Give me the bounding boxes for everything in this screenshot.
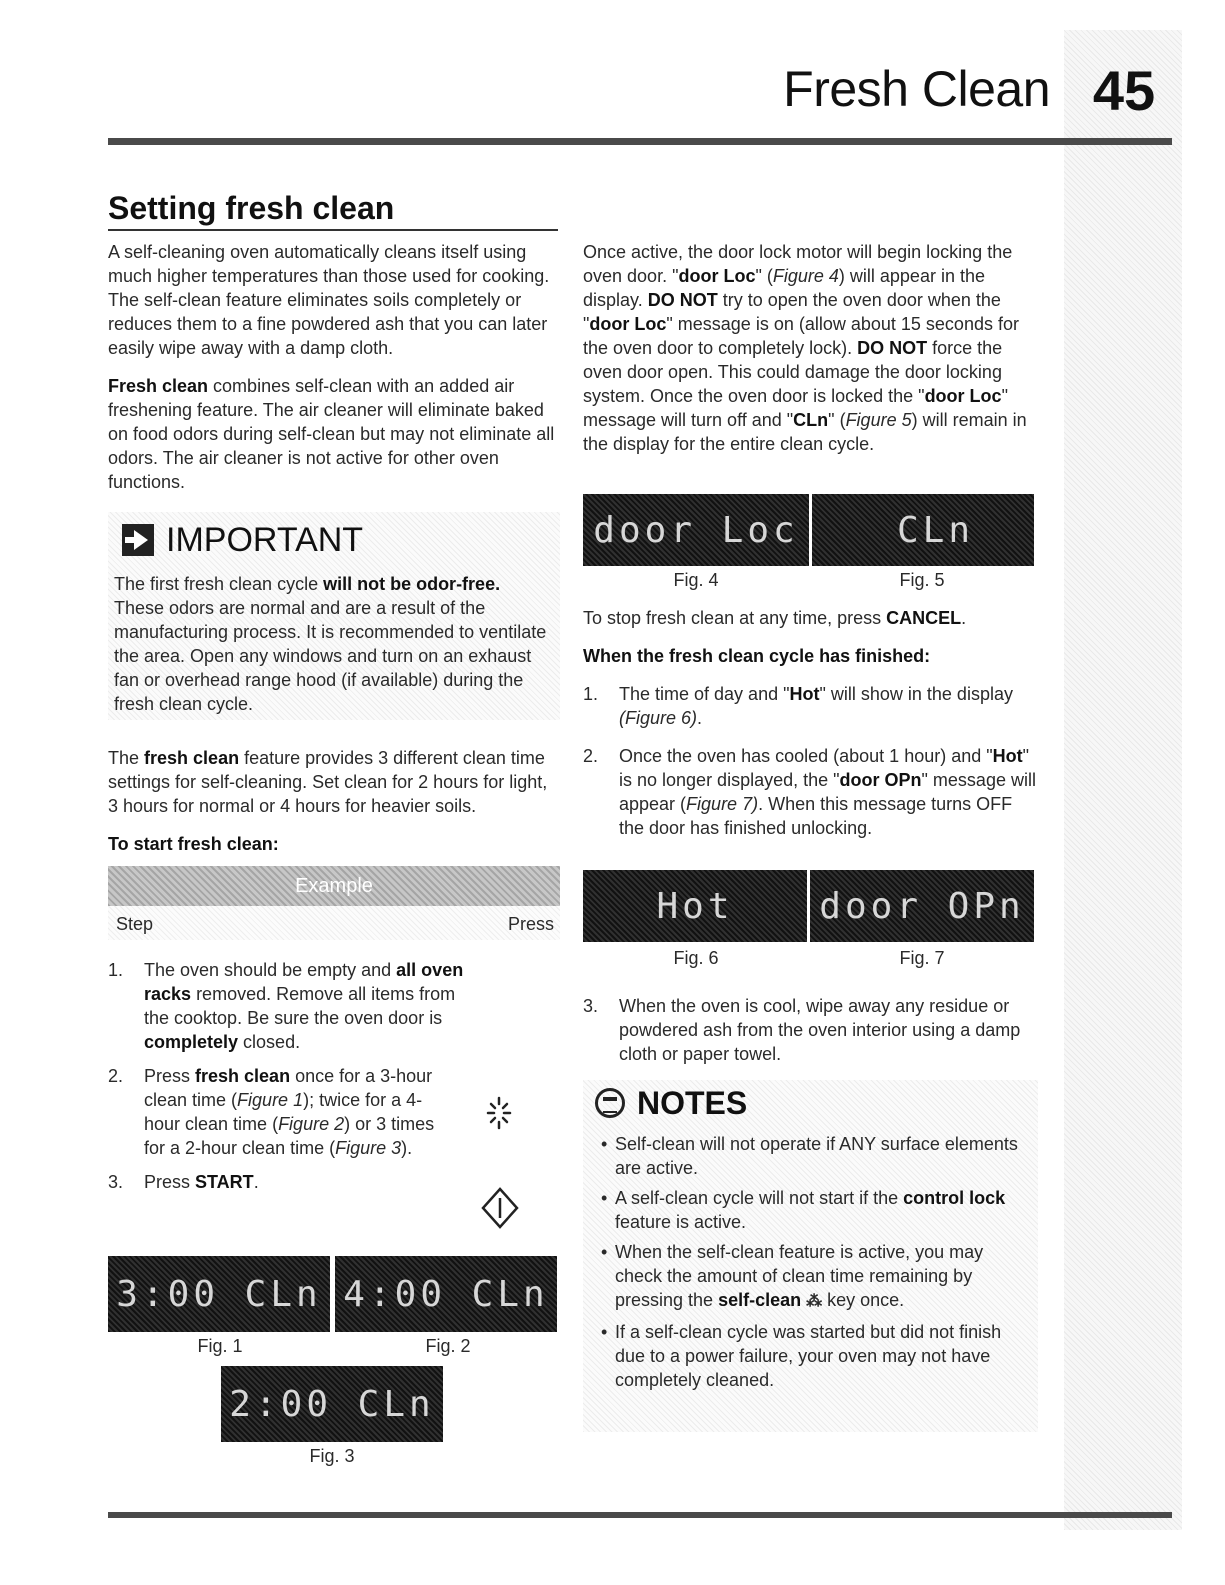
important-heading	[122, 521, 552, 559]
important-title: IMPORTANT	[166, 521, 364, 559]
section-title: Setting fresh clean	[108, 190, 558, 231]
t: try to open the oven door when the "	[583, 290, 1001, 334]
intro-paragraph: A self-cleaning oven automatically cleans itself using much higher temperatures than those used for cooking. The self-clean feature eliminates soils completely or reduces them to a fine powdered ash that you can later easily wipe away with a damp cloth.	[108, 242, 550, 358]
t: " (	[828, 410, 846, 430]
notes-icon	[595, 1088, 625, 1118]
step-column-label: Step	[116, 914, 154, 934]
t: Figure 7)	[686, 794, 759, 814]
lcd-display-fig1: 3:00 CLn	[108, 1256, 330, 1332]
step-2-h: Figure 3	[335, 1138, 402, 1158]
step-3-c: .	[253, 1172, 259, 1192]
finish-step-2	[583, 744, 1038, 840]
lcd-display-fig7: door OPn	[810, 870, 1034, 942]
page-header-title: Fresh Clean	[783, 61, 1050, 117]
bullet: •	[601, 1242, 608, 1262]
start-steps	[108, 958, 468, 1194]
step-1-a: The oven should be empty and	[144, 960, 397, 980]
notes-title: NOTES	[637, 1085, 748, 1121]
t: " will show in the display	[819, 684, 1013, 704]
fresh-clean-paragraph	[108, 374, 560, 494]
step-text: When the oven is cool, wipe away any residue or powdered ash from the oven interior using a damp cloth or paper towel.	[619, 996, 1021, 1064]
step-press-row	[108, 906, 560, 940]
lcd-display-fig2: 4:00 CLn	[335, 1256, 557, 1332]
press-column-label: Press	[507, 914, 554, 934]
t: .	[697, 708, 703, 728]
step-number: 1.	[108, 960, 124, 980]
t: key once.	[822, 1290, 905, 1310]
settings-text-a: The	[108, 748, 145, 768]
bullet: •	[601, 1188, 608, 1208]
important-text-bold: will not be odor-free.	[323, 574, 501, 594]
fig6-caption: Fig. 6	[673, 948, 719, 968]
sparkle-icon	[484, 1096, 514, 1130]
t: DO NOT	[857, 338, 928, 358]
step-2-e: ); twice for a 4-hour clean time (	[144, 1090, 423, 1134]
example-bar: Example	[108, 866, 560, 906]
step-2-a: Press	[144, 1066, 196, 1086]
note-text: If a self-clean cycle was started but did not finish due to a power failure, your oven may not have completely cleaned.	[615, 1322, 1002, 1390]
fresh-clean-term: Fresh clean	[108, 376, 209, 396]
arrow-icon	[122, 524, 154, 556]
t: DO NOT	[647, 290, 718, 310]
step-text	[144, 958, 468, 1054]
step-1-e: closed.	[238, 1032, 301, 1052]
important-text	[114, 572, 552, 716]
settings-paragraph	[108, 746, 560, 818]
step-text	[144, 1170, 259, 1194]
stop-text-a: To stop fresh clean at any time, press	[583, 608, 887, 628]
note-item	[601, 1186, 1024, 1234]
bullet: •	[601, 1134, 608, 1154]
t: control lock	[903, 1188, 1006, 1208]
t: door Loc	[589, 314, 667, 334]
t: door Loc	[678, 266, 756, 286]
t: " message is on (allow about 15 seconds for the oven door to completely lock).	[583, 314, 1019, 358]
step-3-b: START	[195, 1172, 254, 1192]
finish-step-1	[583, 682, 1038, 730]
fig4-caption: Fig. 4	[673, 570, 719, 590]
note-text: Self-clean will not operate if ANY surface elements are active.	[615, 1134, 1018, 1178]
page-number: 45	[1092, 59, 1156, 122]
step-3-a: Press	[144, 1172, 196, 1192]
t: (Figure 6)	[619, 708, 698, 728]
start-step-2	[108, 1064, 468, 1160]
t: door Loc	[924, 386, 1002, 406]
note-item	[601, 1320, 1024, 1392]
stop-paragraph	[583, 606, 1038, 630]
settings-text-b: feature provides 3 different clean time settings for self-cleaning. Set clean for 2 hours for light, 3 hours for normal or 4 hours for heavier soils.	[108, 748, 548, 816]
t: Once the oven has cooled (about 1 hour) and "	[619, 746, 993, 766]
t: door OPn	[839, 770, 922, 790]
t: CLn	[793, 410, 829, 430]
bullet: •	[601, 1322, 608, 1342]
step-text	[619, 682, 1038, 730]
lcd-display-fig3: 2:00 CLn	[221, 1366, 443, 1442]
t: When the self-clean feature is active, you may check the amount of clean time remaining by pressing the	[615, 1242, 984, 1310]
step-number: 1.	[583, 684, 599, 704]
lcd-display-fig5: CLn	[812, 494, 1034, 566]
step-1-b: all oven racks	[144, 960, 464, 1004]
t: " message will turn off and "	[583, 386, 1008, 430]
t: ) will appear in the display.	[583, 266, 985, 310]
note-text	[615, 1186, 1024, 1234]
start-step-3	[108, 1170, 468, 1194]
page-tab-strip	[1064, 30, 1182, 1530]
step-number: 2.	[108, 1066, 124, 1086]
step-text	[144, 1064, 454, 1160]
important-callout	[108, 512, 560, 720]
step-1-d: completely	[144, 1032, 239, 1052]
fig7-caption: Fig. 7	[899, 948, 945, 968]
finished-heading: When the fresh clean cycle has finished:	[583, 646, 931, 666]
fig3-caption: Fig. 3	[309, 1446, 355, 1466]
sparkle-icon: ⁂	[806, 1293, 823, 1310]
right-column-top	[583, 240, 1038, 470]
settings-term: fresh clean	[144, 748, 240, 768]
lcd-display-fig4: door Loc	[583, 494, 809, 566]
t: Hot	[992, 746, 1023, 766]
lcd-display-fig6: Hot	[583, 870, 807, 942]
finish-steps	[583, 682, 1038, 840]
t: " (	[755, 266, 773, 286]
finish-step-3	[583, 994, 1038, 1066]
step-1-c: removed. Remove all items from the cooktop. Be sure the oven door is	[144, 984, 456, 1028]
start-diamond-icon	[480, 1186, 520, 1230]
t: force the oven door open. This could damage the door locking system. Once the oven door is locked the "	[583, 338, 1003, 406]
step-2-c: once for a 3-hour clean time (	[144, 1066, 433, 1110]
t: " is no longer displayed, the "	[619, 746, 1030, 790]
step-number: 3.	[108, 1172, 124, 1192]
notes-heading	[595, 1085, 1038, 1121]
t: . When this message turns OFF the door has finished unlocking.	[619, 794, 1013, 838]
t: feature is active.	[615, 1212, 747, 1232]
bottom-rule	[108, 1512, 1172, 1518]
stop-text-b: .	[961, 608, 967, 628]
t: A self-clean cycle will not start if the	[615, 1188, 904, 1208]
fig5-caption: Fig. 5	[899, 570, 945, 590]
step-2-g: ) or 3 times for a 2-hour clean time (	[144, 1114, 435, 1158]
note-item	[601, 1132, 1024, 1180]
note-item	[601, 1240, 1024, 1314]
door-lock-paragraph	[583, 240, 1038, 456]
t: Figure 4	[772, 266, 839, 286]
step-number: 3.	[583, 996, 599, 1016]
to-start-heading: To start fresh clean:	[108, 834, 279, 854]
notes-callout	[583, 1080, 1038, 1432]
right-column-middle	[583, 606, 1038, 850]
t: self-clean	[718, 1290, 802, 1310]
t: ) will remain in the display for the entire clean cycle.	[583, 410, 1027, 454]
cool-step	[583, 994, 1038, 1066]
notes-list	[583, 1132, 1038, 1408]
important-text-a: The first fresh clean cycle	[114, 574, 324, 594]
t: Once active, the door lock motor will begin locking the oven door. "	[583, 242, 1013, 286]
step-2-d: Figure 1	[237, 1090, 304, 1110]
step-text	[619, 744, 1038, 840]
step-2-i: ).	[401, 1138, 413, 1158]
t: " message will appear (	[619, 770, 1036, 814]
t: Figure 5	[845, 410, 912, 430]
important-text-b: These odors are normal and are a result of the manufacturing process. It is recommended to ventilate the area. Open any windows and turn on an exhaust fan or overhead range hood (if available) during the fresh clean cycle.	[114, 598, 547, 714]
step-2-b: fresh clean	[195, 1066, 291, 1086]
fresh-clean-text: combines self-clean with an added air freshening feature. The air cleaner will eliminate baked on food odors during self-clean but may not eliminate all odors. The air cleaner is not active for other oven functions.	[108, 376, 555, 492]
right-column-bottom	[583, 994, 1038, 1076]
start-step-1	[108, 958, 468, 1054]
step-number: 2.	[583, 746, 599, 766]
left-column	[108, 240, 560, 1204]
t: Hot	[789, 684, 820, 704]
t: The time of day and "	[619, 684, 790, 704]
top-rule	[108, 138, 1172, 145]
fig2-caption: Fig. 2	[425, 1336, 471, 1356]
note-text	[615, 1240, 1024, 1314]
step-2-f: Figure 2	[278, 1114, 345, 1134]
cancel-key-label: CANCEL	[886, 608, 962, 628]
fig1-caption: Fig. 1	[197, 1336, 243, 1356]
